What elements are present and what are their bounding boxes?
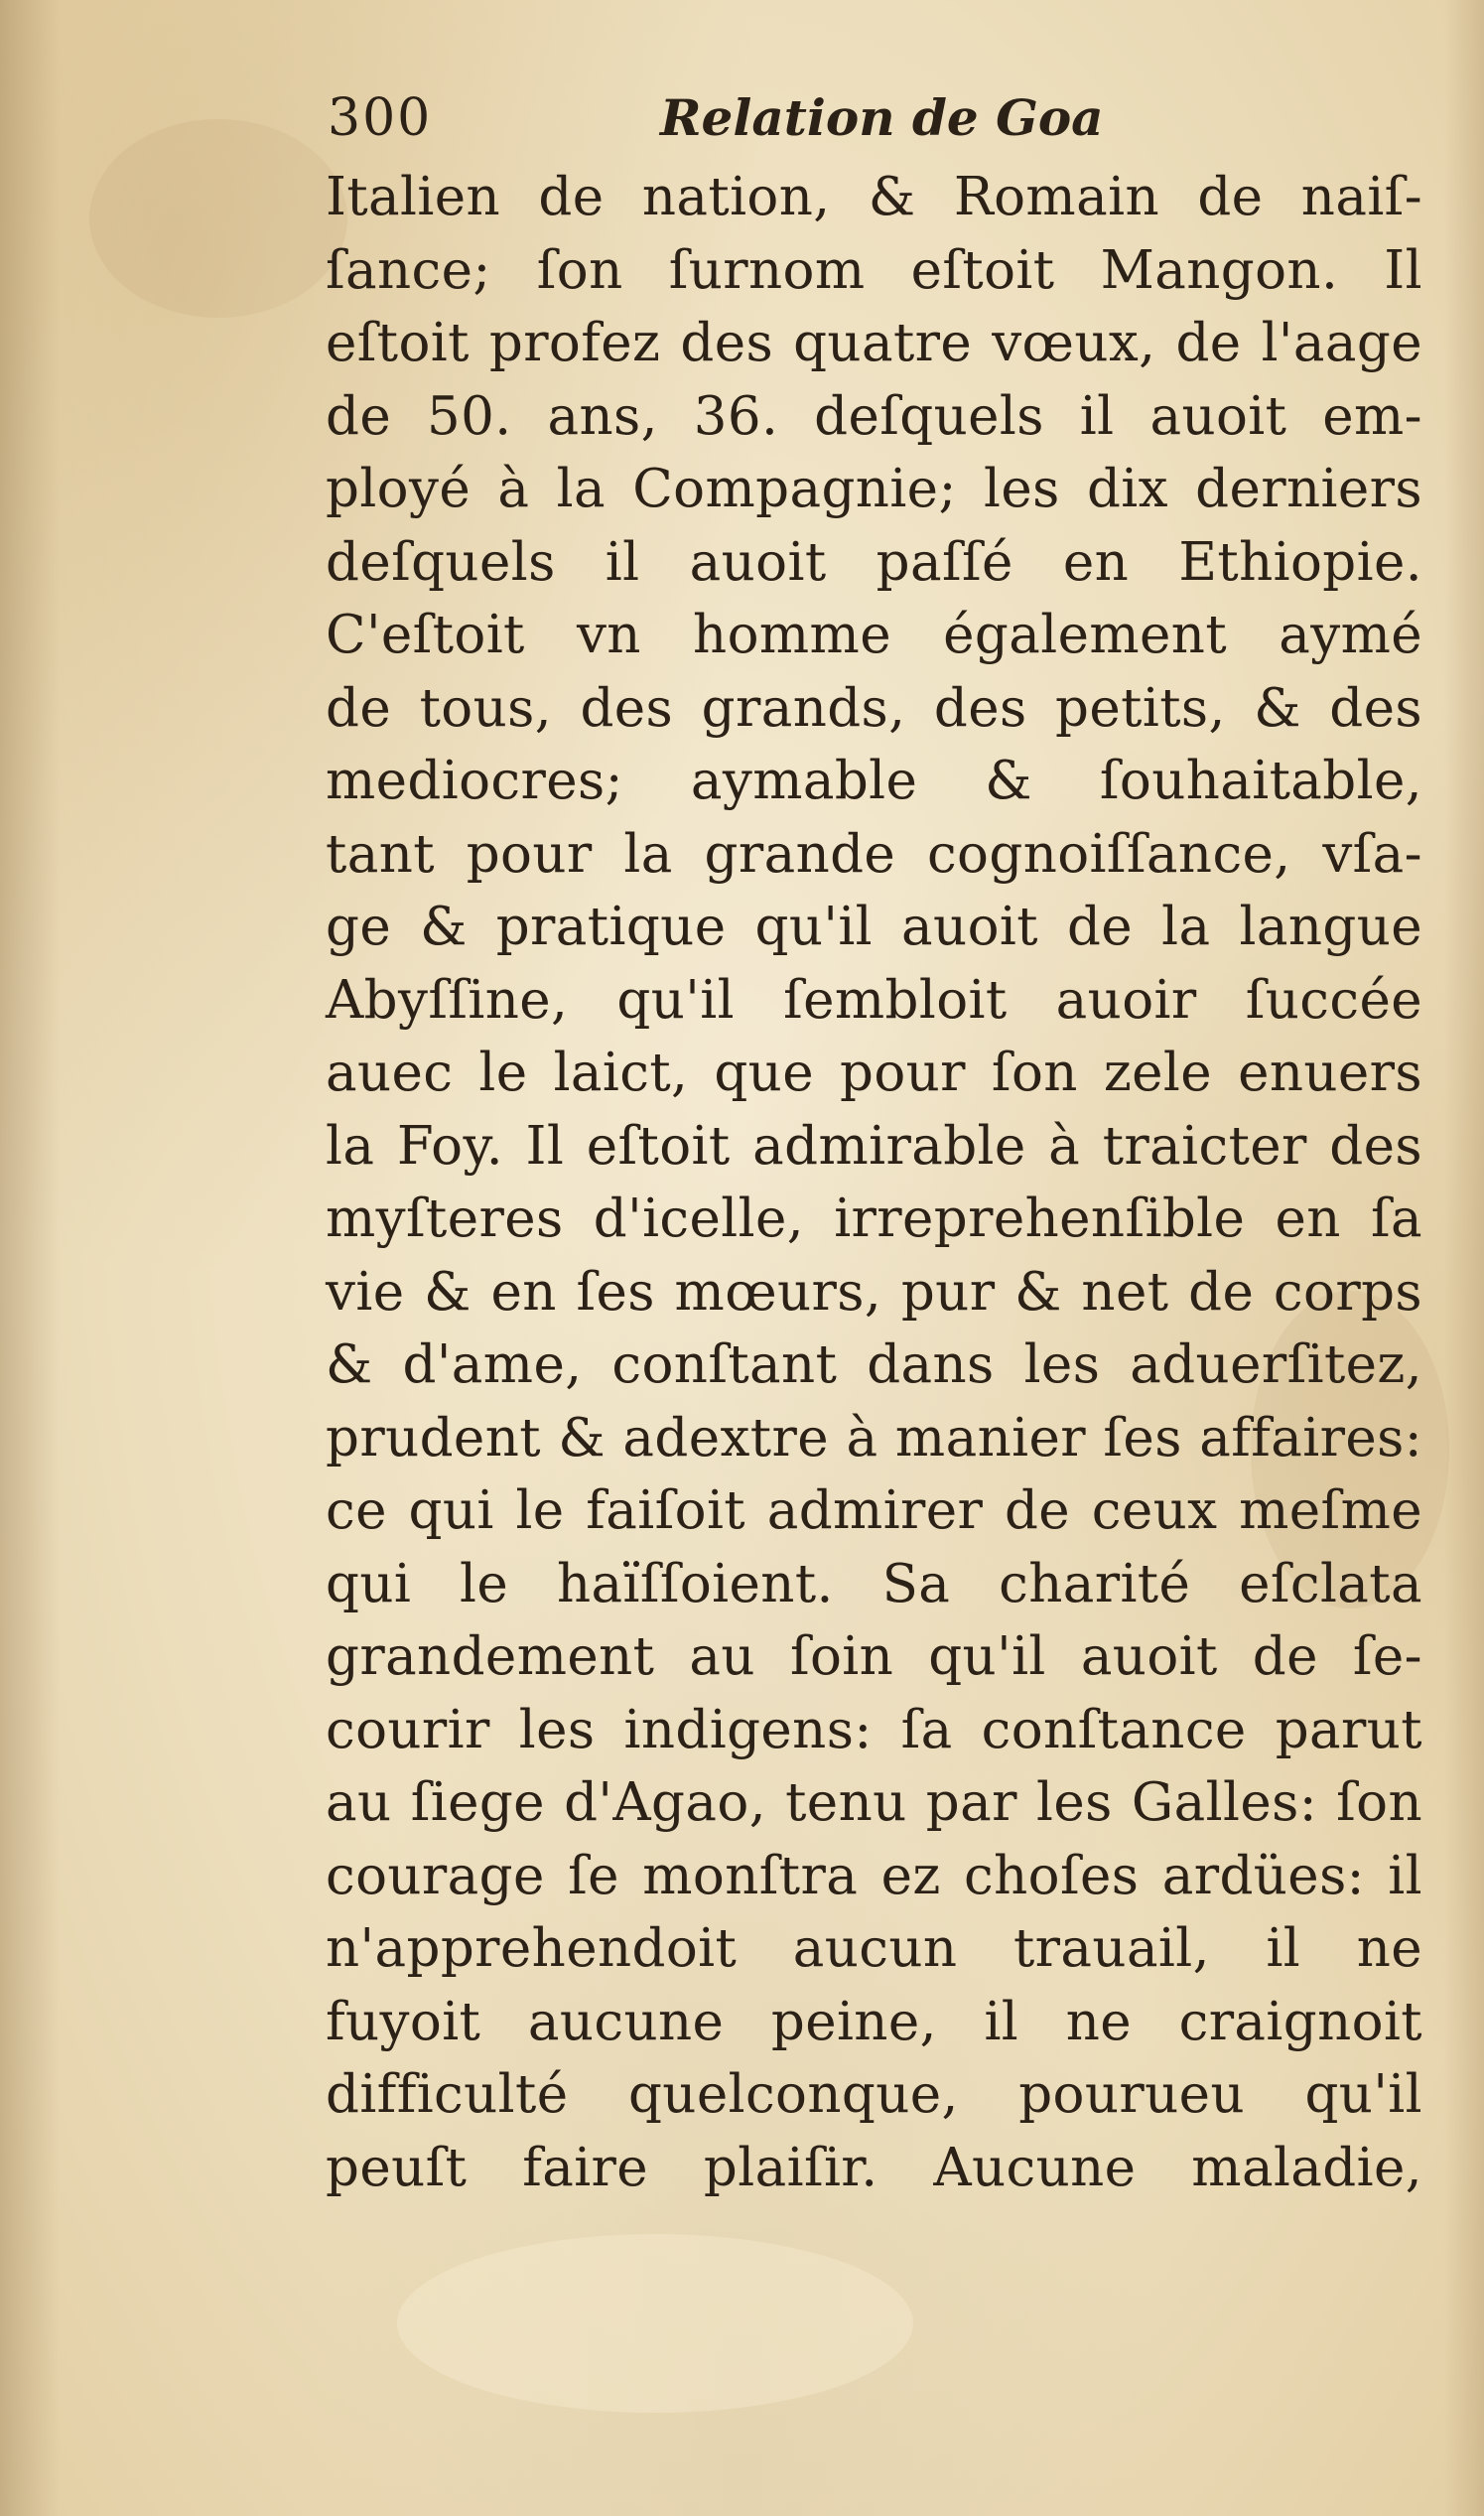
text-line: ployé à la Compagnie; les dix derniers bbox=[326, 459, 1422, 519]
text-line: courage ſe monſtra ez choſes ardües: il bbox=[326, 1845, 1422, 1906]
text-line: n'apprehendoit aucun trauail, il ne bbox=[326, 1918, 1422, 1979]
text-line: C'eſtoit vn homme également aymé bbox=[326, 605, 1422, 665]
text-line: prudent & adextre à manier ſes affaires: bbox=[326, 1407, 1422, 1468]
text-line: la Foy. Il eſtoit admirable à traicter des bbox=[326, 1115, 1422, 1177]
text-line: & d'ame, conſtant dans les aduerſitez, bbox=[326, 1334, 1422, 1395]
text-line: difficulté quelconque, pourueu qu'il bbox=[326, 2064, 1422, 2125]
text-line: vie & en ſes mœurs, pur & net de corps bbox=[326, 1261, 1422, 1323]
text-line: de tous, des grands, des petits, & des bbox=[326, 677, 1422, 739]
paper-stain bbox=[89, 119, 347, 318]
text-line: Abyſſine, qu'il ſembloit auoir ſuccée bbox=[326, 969, 1422, 1031]
text-line: ge & pratique qu'il auoit de la langue bbox=[326, 897, 1422, 957]
text-line: ſance; ſon ſurnom eſtoit Mangon. Il bbox=[326, 239, 1422, 301]
page-number: 300 bbox=[328, 88, 433, 148]
text-line: auec le laict, que pour ſon zele enuers bbox=[326, 1043, 1422, 1103]
text-line: peuſt faire plaiſir. Aucune maladie, bbox=[326, 2137, 1422, 2198]
text-line: mediocres; aymable & ſouhaitable, bbox=[326, 751, 1422, 811]
text-line: au ſiege d'Agao, tenu par les Galles: ſon bbox=[326, 1772, 1422, 1833]
text-line: grandement au ſoin qu'il auoit de ſe- bbox=[326, 1626, 1422, 1687]
text-line: courir les indigens: ſa conſtance parut bbox=[326, 1699, 1422, 1760]
text-line: qui le haïſſoient. Sa charité eſclata bbox=[326, 1553, 1422, 1614]
text-line: deſquels il auoit paſſé en Ethiopie. bbox=[326, 531, 1422, 593]
text-line: de 50. ans, 36. deſquels il auoit em- bbox=[326, 385, 1422, 447]
text-line: tant pour la grande cognoiſſance, vſa- bbox=[326, 823, 1422, 885]
text-line: eſtoit profez des quatre vœux, de l'aage bbox=[326, 313, 1422, 373]
text-line: fuyoit aucune peine, il ne craignoit bbox=[326, 1991, 1422, 2052]
text-line: Italien de nation, & Romain de naiſ- bbox=[326, 167, 1422, 227]
page-header bbox=[328, 83, 1122, 153]
running-title: Relation de Goa bbox=[660, 88, 1104, 147]
text-line: ce qui le faiſoit admirer de ceux meſme bbox=[326, 1480, 1422, 1541]
body-text bbox=[326, 161, 1422, 2204]
text-line: myſteres d'icelle, irreprehenſible en ſa bbox=[326, 1188, 1422, 1249]
paper-stain bbox=[397, 2234, 913, 2413]
